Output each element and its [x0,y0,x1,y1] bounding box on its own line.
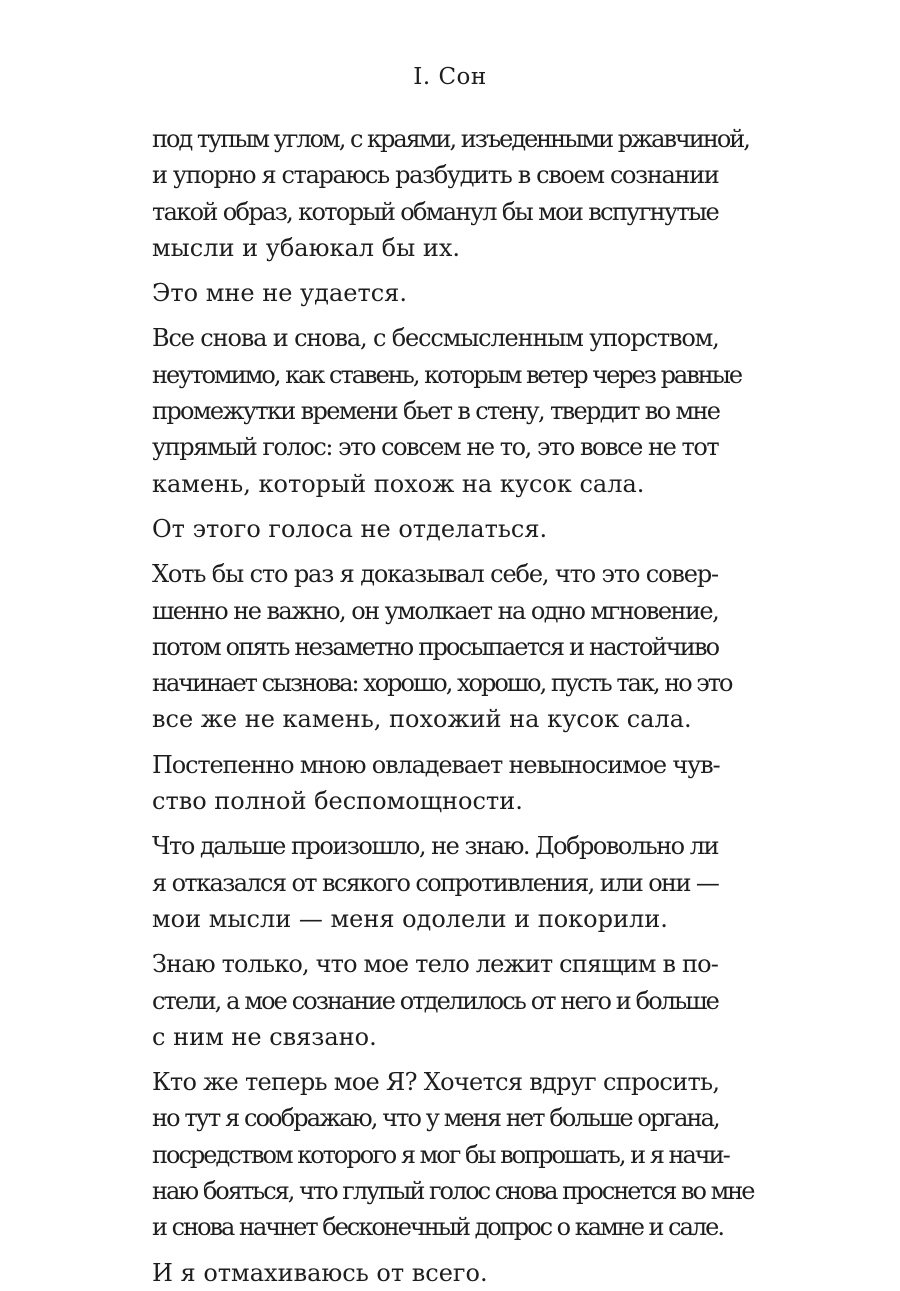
paragraph [152,946,718,1055]
paragraph [152,747,718,820]
text-line: Это мне не удается. [152,279,407,308]
text-line: ство полной беспомощности. [152,787,523,816]
text-line: посредством которого я мог бы вопрошать, и я начи- [152,1140,729,1169]
text-line: все же не камень, похожий на кусок сала. [152,705,692,734]
paragraph [152,320,742,501]
paragraph [152,1064,754,1245]
text-line: Знаю только, что мое тело лежит спящим в по- [152,950,718,979]
text-line: шенно не важно, он умолкает на одно мгновение, [152,596,719,625]
text-line: начинает сызнова: хорошо, хорошо, пусть так, но это [152,669,732,698]
text-line: Хоть бы сто раз я доказывал себе, что это совер- [152,560,718,589]
text-line: но тут я соображаю, что у меня нет больше органа, [152,1104,719,1133]
text-line: мои мысли — меня одолели и покорили. [152,904,668,933]
paragraph [152,1255,718,1291]
text-line: потом опять незаметно просыпается и настойчиво [152,632,719,661]
text-line: неутомимо, как ставень, которым ветер через равные [152,360,742,389]
text-line: стели, а мое сознание отделилось от него и больше [152,986,718,1015]
paragraph [152,511,718,547]
text-line: промежутки времени бьет в стену, твердит во мне [152,397,720,426]
text-line: Постепенно мною овладевает невыносимое чув- [152,750,720,779]
text-line: такой образ, который обманул бы мои вспугнутые [152,197,719,226]
text-line: упрямый голос: это совсем не то, это вовсе не тот [152,433,719,462]
text-line: наю бояться, что глупый голос снова проснется во мне [152,1177,754,1206]
paragraph [152,828,718,937]
text-line: и упорно я стараюсь разбудить в своем сознании [152,161,719,190]
text-line: Что дальше произошло, не знаю. Добровольно ли [152,832,718,861]
text-line: я отказался от всякого сопротивления, или они — [152,868,719,897]
text-line: с ним не связано. [152,1022,377,1051]
paragraph [152,275,718,311]
text-line: под тупым углом, с краями, изъеденными ржавчиной, [152,125,749,153]
text-line: И я отмахиваюсь от всего. [152,1258,488,1287]
body-text [152,121,754,1291]
paragraph [152,121,749,266]
paragraph [152,556,732,737]
running-head: I. Сон [413,64,487,90]
text-line: Кто же теперь мое Я? Хочется вдруг спросить, [152,1068,720,1097]
text-line: мысли и убаюкал бы их. [152,233,461,262]
text-line: камень, который похож на кусок сала. [152,469,645,498]
text-line: и снова начнет бесконечный допрос о камне и сале. [152,1213,724,1242]
text-line: Все снова и снова, с бессмысленным упорством, [152,324,719,353]
text-line: От этого голоса не отделаться. [152,514,548,543]
